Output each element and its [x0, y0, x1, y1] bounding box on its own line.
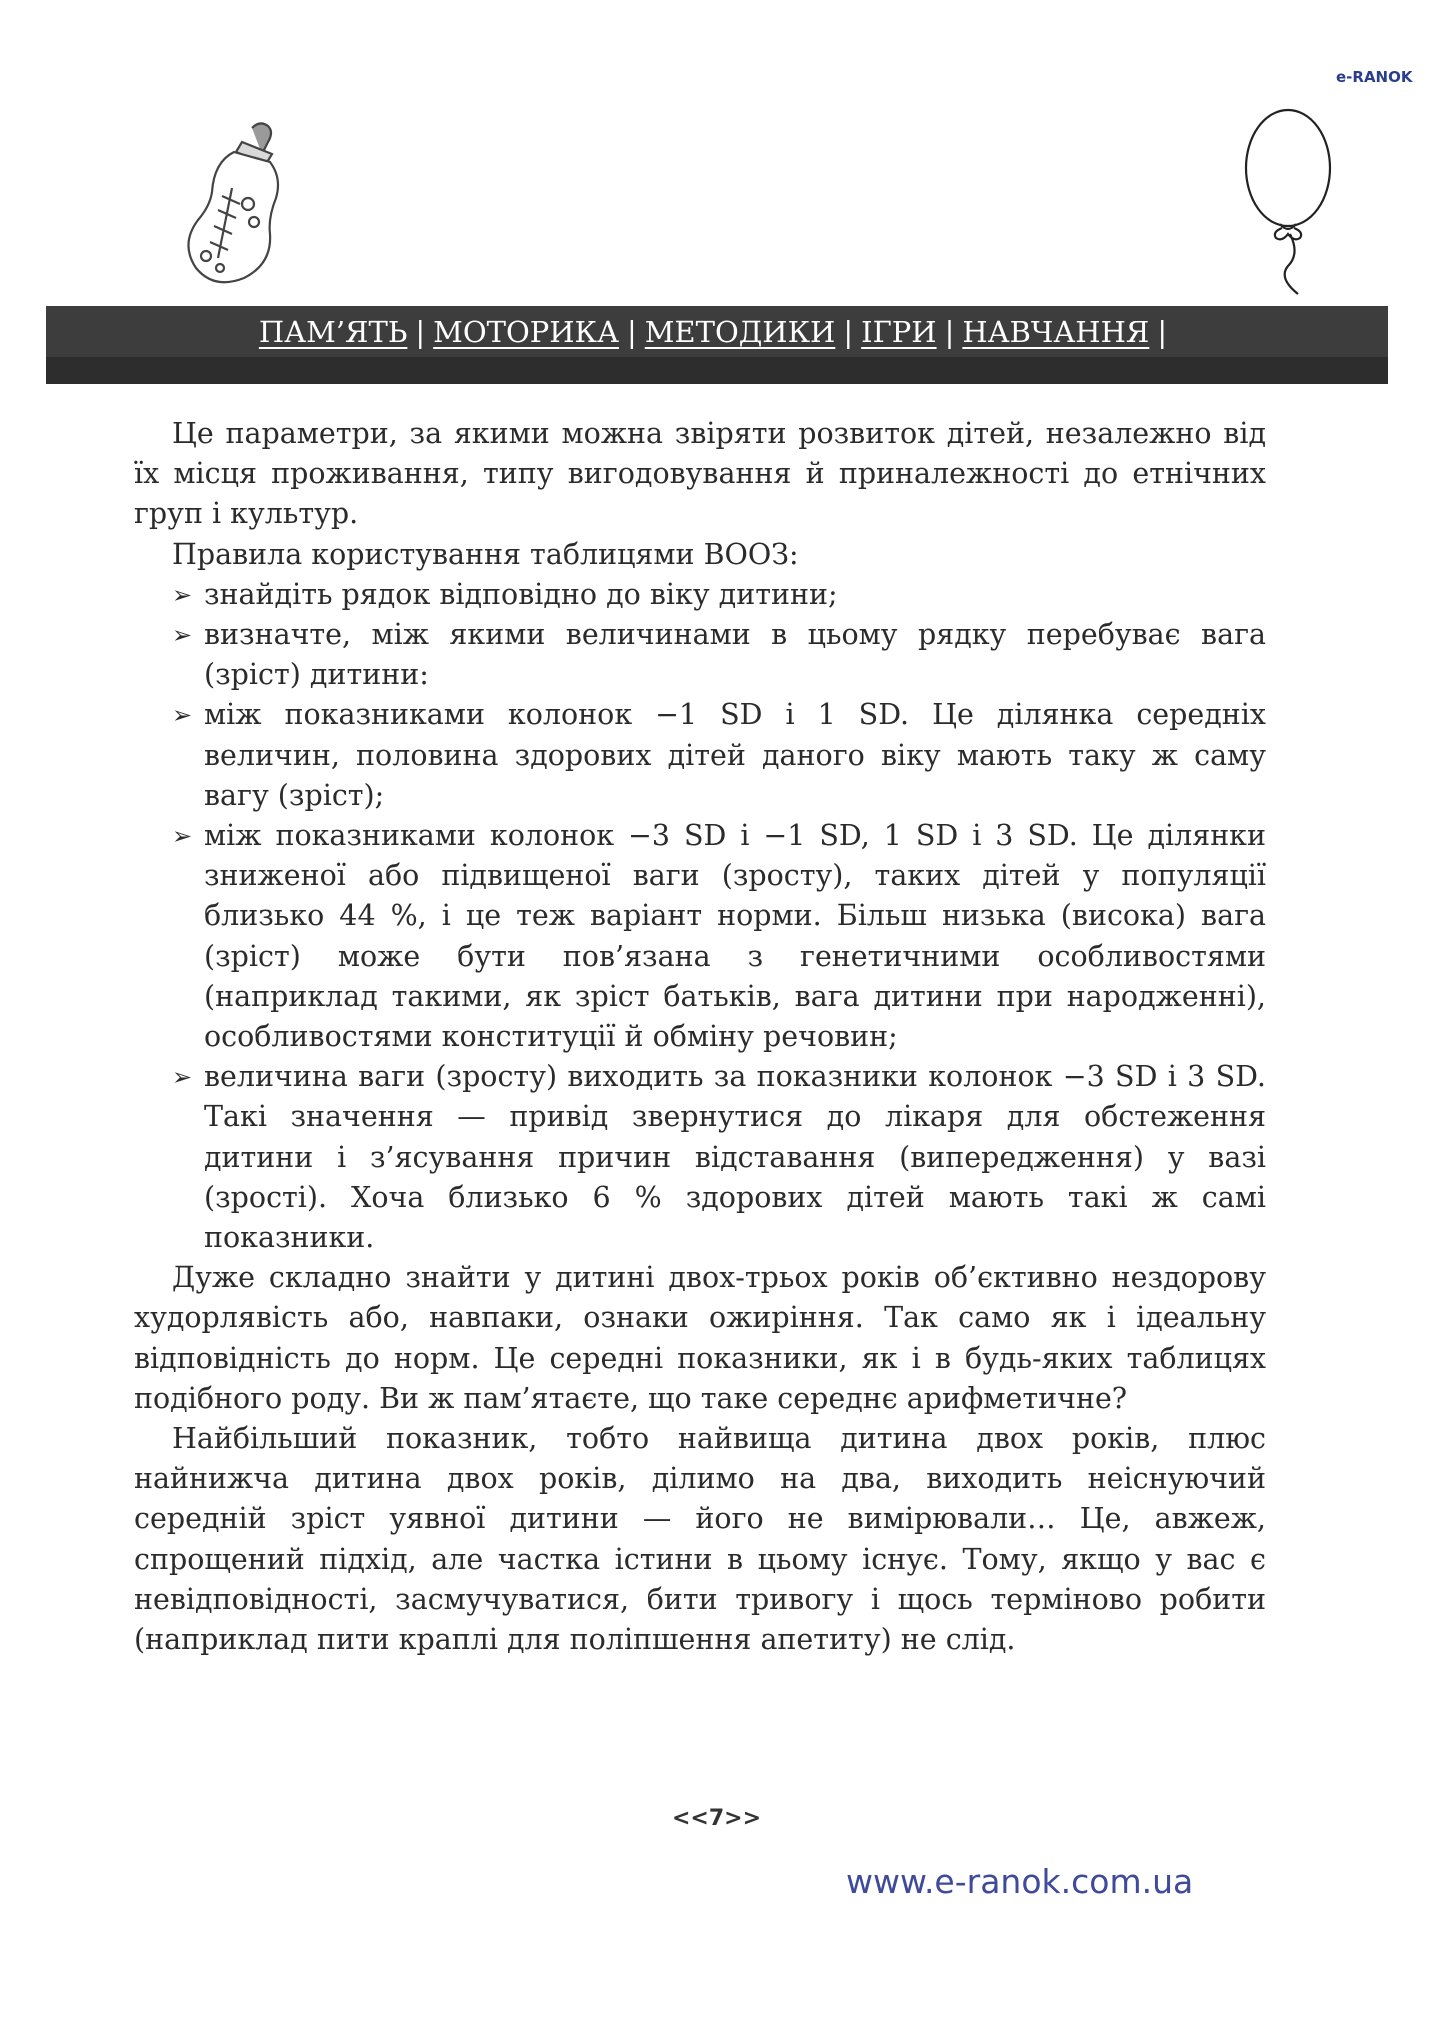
nav-separator: | — [415, 315, 426, 349]
nav-separator: | — [944, 315, 955, 349]
list-item — [172, 816, 1266, 1057]
nav-item-motor-skills[interactable]: МОТОРИКА — [433, 315, 619, 349]
nav-bar-lower-band — [46, 357, 1388, 384]
arrow-bullet-icon: ➢ — [172, 580, 193, 609]
list-item — [172, 575, 1266, 615]
list-item — [172, 1057, 1266, 1258]
publisher-logo: e-RANOK — [1336, 68, 1413, 86]
page-body — [134, 414, 1266, 1660]
list-item-text: між показниками колонок −3 SD і −1 SD, 1 SD і 3 SD. Це ділянки зниженої або підвищеної ваги (зросту), таких дітей у популяції близько 44 %, і це теж варіант норми. Більш низька (висока) вага (зріст) може бути пов’язана з генетичними особливостями (наприклад такими, як зріст батьків, вага дитини при народженні), особливостями конституції й обміну речовин; — [204, 819, 1266, 1054]
website-link[interactable]: www.e-ranok.com.ua — [846, 1862, 1194, 1901]
paragraph-intro: Це параметри, за якими можна звіряти розвиток дітей, незалежно від їх місця проживання, типу вигодовування й приналежності до етнічних груп і культур. — [134, 417, 1266, 531]
arrow-bullet-icon: ➢ — [172, 621, 193, 650]
list-item — [172, 695, 1266, 816]
list-item-text: між показниками колонок −1 SD і 1 SD. Це ділянка середніх величин, половина здорових дітей даного віку мають таку ж саму вагу (зріст); — [204, 698, 1266, 812]
balloon-icon — [1240, 104, 1350, 296]
nav-item-methods[interactable]: МЕТОДИКИ — [644, 315, 836, 349]
nav-item-games[interactable]: ІГРИ — [861, 315, 937, 349]
nav-item-memory[interactable]: ПАМ’ЯТЬ — [258, 315, 408, 349]
arrow-bullet-icon: ➢ — [172, 701, 193, 730]
rules-title: Правила користування таблицями ВООЗ: — [172, 537, 799, 571]
category-nav — [46, 312, 1388, 352]
rules-list — [134, 575, 1266, 1258]
nav-separator: | — [843, 315, 854, 349]
arrow-bullet-icon: ➢ — [172, 822, 193, 851]
paragraph-average: Найбільший показник, тобто найвища дитина двох років, плюс найнижча дитина двох років, ділимо на два, виходить неіснуючий середній зріст уявної дитини — його не вимірювали… Це, авжеж, спрощений підхід, але частка істини в цьому існує. Тому, якщо у вас є невідповідності, засмучуватися, бити тривогу і щось терміново робити (наприклад пити краплі для поліпшення апетиту) не слід. — [134, 1422, 1266, 1657]
nav-separator: | — [1157, 315, 1168, 349]
nav-separator: | — [626, 315, 637, 349]
category-nav-bar — [46, 306, 1388, 384]
page-number: <<7>> — [671, 1806, 762, 1831]
baby-bottle-icon — [182, 118, 302, 290]
paragraph-thinness: Дуже складно знайти у дитині двох-трьох років об’єктивно нездорову худорлявість або, навпаки, ознаки ожиріння. Так само як і ідеальну відповідність до норм. Це середні показники, як і в будь-яких таблицях подібного роду. Ви ж пам’ятаєте, що таке середнє арифметичне? — [134, 1261, 1266, 1415]
list-item-text: знайдіть рядок відповідно до віку дитини; — [204, 577, 838, 611]
list-item-text: величина ваги (зросту) виходить за показники колонок −3 SD і 3 SD. Такі значення — привід звернутися до лікаря для обстеження дитини і з’ясування причин відставання (випередження) у вазі (зрості). Хоча близько 6 % здорових дітей мають такі ж самі показники. — [204, 1060, 1266, 1255]
nav-item-learning[interactable]: НАВЧАННЯ — [962, 315, 1150, 349]
list-item-text: визначте, між якими величинами в цьому рядку перебуває вага (зріст) дитини: — [204, 618, 1266, 692]
arrow-bullet-icon: ➢ — [172, 1063, 193, 1092]
list-item — [172, 615, 1266, 695]
